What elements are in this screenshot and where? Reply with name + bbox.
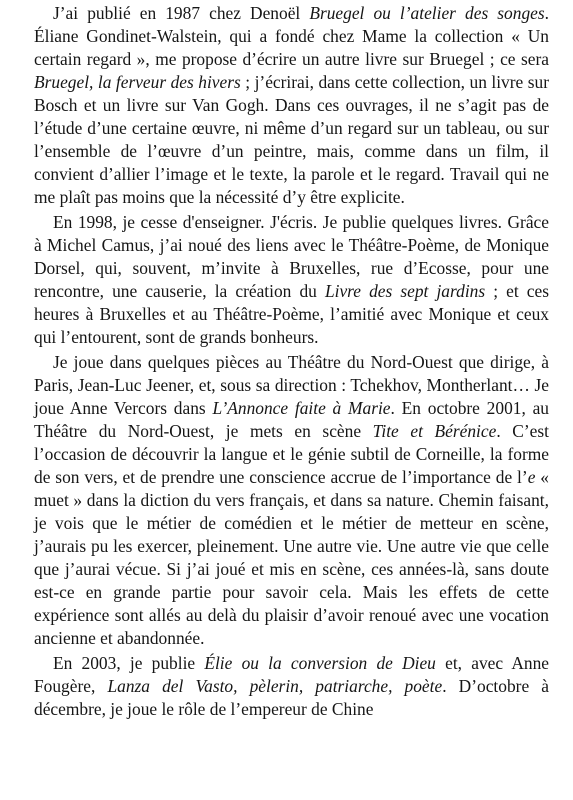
document-body [34, 2, 549, 721]
italic-title-text: Élie ou la conversion de Dieu [204, 653, 436, 673]
paragraph-text: En 1998, je cesse d'enseigner. J'écris. Je publie quelques livres. Grâce à Michel Camus, j’ai noué des liens avec le Théâtre-Poème, de Monique Dorsel, qui, souvent, m’invite à Bruxelles, rue d’Ecosse, pour une rencontre, une causerie, la création du [34, 212, 549, 301]
italic-title-text: e [527, 467, 536, 487]
italic-title-text: L’Annonce faite à Marie [212, 398, 391, 418]
italic-title-text: Tite et Bérénice [372, 421, 497, 441]
paragraph-text: . D’octobre à décembre, je joue le rôle de l’empereur de Chine [34, 676, 549, 719]
italic-title-text: Livre des sept jardins [324, 281, 486, 301]
paragraph [34, 652, 549, 721]
paragraph-text: J’ai publié en 1987 chez Denoël [53, 3, 310, 23]
paragraph-text: « muet » dans la diction du vers français, et dans sa nature. Chemin faisant, je vois que le métier de comédien et le métier de metteur en scène, j’aurais pu les exercer, pleinement. Une autre vie. Une autre vie que celle que j’aurai vécue. Si j’ai joué et mis en scène, ces années-là, sans doute est-ce en grande partie pour savoir cela. Mais les effets de cette expérience sont allés au delà du plaisir d’avoir renoué avec une vocation ancienne et abandonnée. [34, 467, 550, 648]
italic-title-text: Bruegel ou l’atelier des songes [309, 3, 545, 23]
paragraph [34, 2, 549, 209]
paragraph-text: En 2003, je publie [53, 653, 205, 673]
paragraph-text: Je joue dans quelques pièces au Théâtre du Nord-Ouest que dirige, à Paris, Jean-Luc Jeener, et, sous sa direction : Tchekhov, Montherlant… Je joue Anne Vercors dans [34, 352, 549, 418]
paragraph-text: et, avec Anne Fougère, [34, 653, 550, 696]
paragraph-text: . C’est l’occasion de découvrir la langue et le génie subtil de Corneille, la forme de son vers, et de prendre une conscience accrue de l’importance de l’ [34, 421, 549, 487]
italic-title-text: Bruegel, la ferveur des hivers [34, 72, 241, 92]
paragraph [34, 351, 549, 650]
paragraph [34, 211, 549, 349]
paragraph-text: . En octobre 2001, au Théâtre du Nord-Ouest, je mets en scène [34, 398, 549, 441]
paragraph-text: ; j’écrirai, dans cette collection, un livre sur Bosch et un livre sur Van Gogh. Dans ces ouvrages, il ne s’agit pas de l’étude d’une certaine œuvre, ni même d’un regard sur un tableau, ou sur l’ensemble de l’œuvre d’un peintre, mais, comme dans un film, il convient d’allier l’image et le texte, la parole et le regard. Travail qui ne me plaît pas moins que la nécessité d’y être explicite. [34, 72, 549, 207]
italic-title-text: Lanza del Vasto, pèlerin, patriarche, poète [107, 676, 443, 696]
paragraph-text: . Éliane Gondinet-Walstein, qui a fondé chez Mame la collection « Un certain regard », me propose d’écrire un autre livre sur Bruegel ; ce sera [34, 3, 549, 69]
paragraph-text: ; et ces heures à Bruxelles et au Théâtre-Poème, l’amitié avec Monique et ceux qui l’entourent, sont de grands bonheurs. [34, 281, 549, 347]
